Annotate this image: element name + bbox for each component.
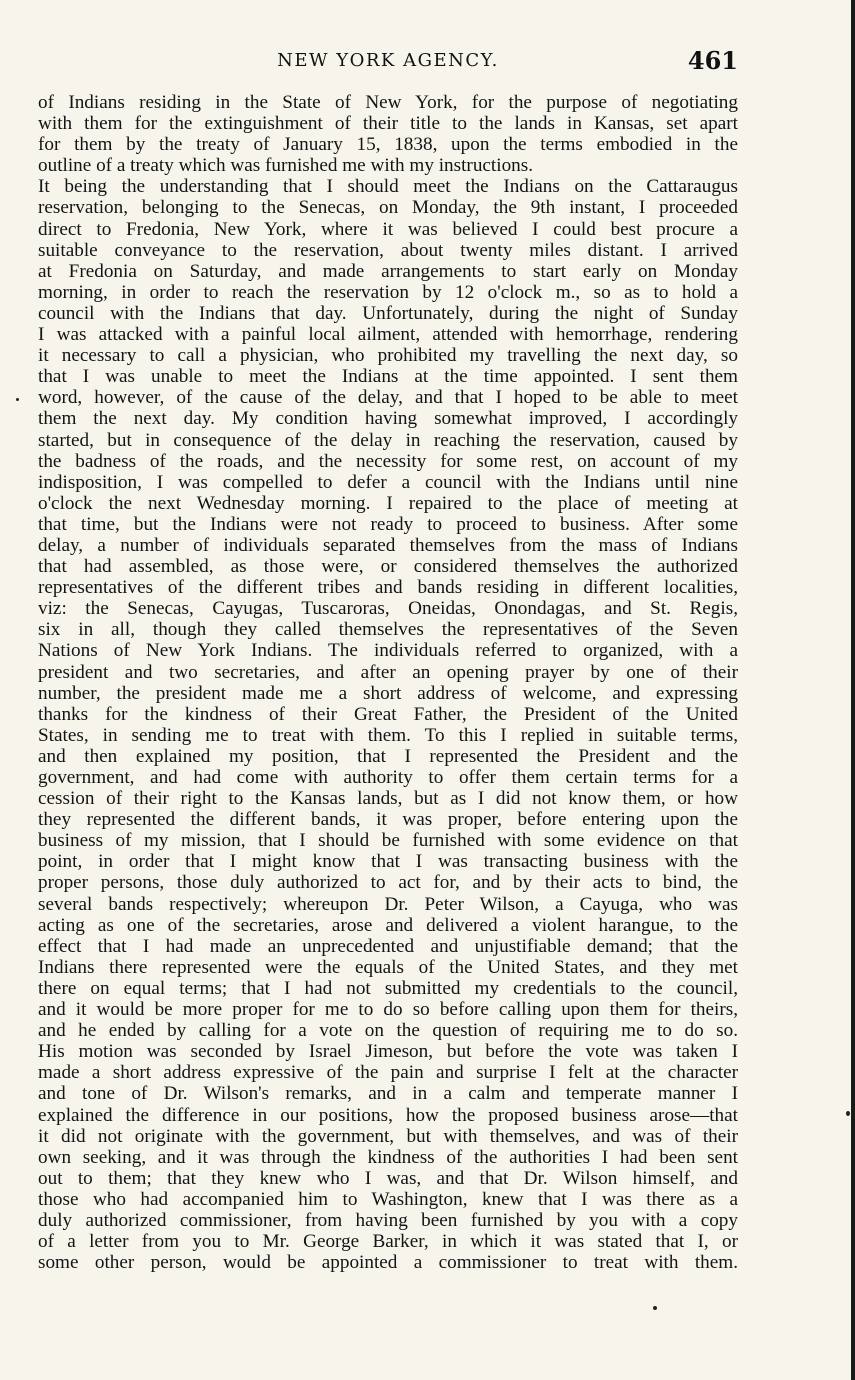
text-line: number, the president made me a short address of welcome, and expressing [38, 682, 738, 704]
text-line: several bands respectively; whereupon Dr. Peter Wilson, a Cayuga, who was [38, 893, 738, 915]
text-line: outline of a treaty which was furnished me with my instructions. [38, 155, 534, 177]
text-line: duly authorized commissioner, from having been furnished by you with a copy [38, 1209, 738, 1231]
text-line: and then explained my position, that I represented the President and the [38, 745, 738, 767]
text-line: and he ended by calling for a vote on the question of requiring me to do so. [38, 1020, 738, 1042]
text-line: of a letter from you to Mr. George Barker, in which it was stated that I, or [38, 1231, 738, 1253]
text-line: made a short address expressive of the pain and surprise I felt at the character [38, 1062, 738, 1084]
text-line: six in all, though they called themselves the representatives of the Seven [38, 619, 738, 641]
text-line: It being the understanding that I should meet the Indians on the Cattaraugus [38, 176, 738, 198]
text-line: government, and had come with authority to offer them certain terms for a [38, 767, 738, 788]
text-line: that I was unable to meet the Indians at the time appointed. I sent them [38, 366, 738, 388]
text-line: they represented the different bands, it was proper, before entering upon the [38, 809, 738, 831]
text-line: morning, in order to reach the reservation by 12 o'clock m., so as to hold a [38, 281, 738, 303]
text-line: viz: the Senecas, Cayugas, Tuscaroras, Oneidas, Onondagas, and St. Regis, [38, 598, 738, 620]
text-line: those who had accompanied him to Washington, knew that I was there as a [38, 1188, 738, 1210]
text-line: at Fredonia on Saturday, and made arrangements to start early on Monday [38, 260, 738, 282]
text-line: them the next day. My condition having somewhat improved, I accordingly [38, 408, 738, 430]
text-line: effect that I had made an unprecedented and unjustifiable demand; that the [38, 935, 738, 957]
body-text [38, 92, 738, 1273]
text-line: the badness of the roads, and the necessity for some rest, on account of my [38, 450, 738, 472]
page-number: 461 [687, 46, 738, 75]
text-line: some other person, would be appointed a commissioner to treat with them. [38, 1252, 738, 1274]
page-edge-shadow [851, 0, 855, 1380]
text-line: I was attacked with a painful local ailment, attended with hemorrhage, rendering [38, 324, 738, 346]
text-line: own seeking, and it was through the kindness of the authorities I had been sent [38, 1146, 738, 1168]
text-line: council with the Indians that day. Unfortunately, during the night of Sunday [38, 302, 738, 324]
text-line: point, in order that I might know that I was transacting business with the [38, 851, 738, 873]
text-line: Nations of New York Indians. The individuals referred to organized, with a [38, 640, 738, 662]
text-line: thanks for the kindness of their Great Father, the President of the United [38, 703, 738, 725]
print-speck [846, 1111, 850, 1116]
text-line: out to them; that they knew who I was, and that Dr. Wilson himself, and [38, 1167, 738, 1189]
text-line: direct to Fredonia, New York, where it was believed I could best procure a [38, 218, 738, 240]
paragraph-1 [38, 92, 738, 176]
text-line: acting as one of the secretaries, arose and delivered a violent harangue, to the [38, 914, 738, 936]
text-line: o'clock the next Wednesday morning. I repaired to the place of meeting at [38, 492, 738, 514]
print-speck [653, 1306, 657, 1310]
text-line: president and two secretaries, and after an opening prayer by one of their [38, 661, 738, 683]
text-line: States, in sending me to treat with them. To this I replied in suitable terms, [38, 724, 738, 746]
text-line: with them for the extinguishment of their title to the lands in Kansas, set apart [38, 113, 738, 135]
text-line: reservation, belonging to the Senecas, on Monday, the 9th instant, I proceeded [38, 197, 738, 219]
text-line: cession of their right to the Kansas lands, but as I did not know them, or how [38, 788, 738, 810]
text-line: that had assembled, as those were, or considered themselves the authorized [38, 556, 738, 578]
text-line: it necessary to call a physician, who prohibited my travelling the next day, so [38, 345, 738, 367]
text-line: business of my mission, that I should be furnished with some evidence on that [38, 830, 738, 852]
text-line: for them by the treaty of January 15, 1838, upon the terms embodied in the [38, 134, 738, 156]
text-line: proper persons, those duly authorized to act for, and by their acts to bind, the [38, 872, 738, 894]
text-line: indisposition, I was compelled to defer a council with the Indians until nine [38, 471, 738, 493]
text-line: there on equal terms; that I had not submitted my credentials to the council, [38, 977, 738, 999]
paragraph-2 [38, 176, 738, 1273]
running-title: NEW YORK AGENCY. [277, 50, 499, 71]
text-line: and it would be more proper for me to do so before calling upon them for theirs, [38, 999, 738, 1021]
print-speck [16, 398, 19, 401]
text-line: Indians there represented were the equals of the United States, and they met [38, 956, 738, 978]
page-header [38, 46, 738, 78]
text-line: word, however, of the cause of the delay, and that I hoped to be able to meet [38, 387, 738, 409]
text-line: of Indians residing in the State of New York, for the purpose of negotiating [38, 92, 738, 113]
text-line: delay, a number of individuals separated themselves from the mass of Indians [38, 534, 738, 556]
text-line: started, but in consequence of the delay in reaching the reservation, caused by [38, 429, 738, 451]
text-line: and tone of Dr. Wilson's remarks, and in a calm and temperate manner I [38, 1083, 738, 1105]
text-line: suitable conveyance to the reservation, about twenty miles distant. I arrived [38, 239, 738, 261]
text-line: it did not originate with the government, but with themselves, and was of their [38, 1125, 738, 1147]
text-line: His motion was seconded by Israel Jimeson, but before the vote was taken I [38, 1041, 738, 1063]
text-line: that time, but the Indians were not ready to proceed to business. After some [38, 513, 738, 535]
text-line: explained the difference in our positions, how the proposed business arose—that [38, 1104, 738, 1126]
text-line: representatives of the different tribes and bands residing in different localities, [38, 577, 738, 599]
